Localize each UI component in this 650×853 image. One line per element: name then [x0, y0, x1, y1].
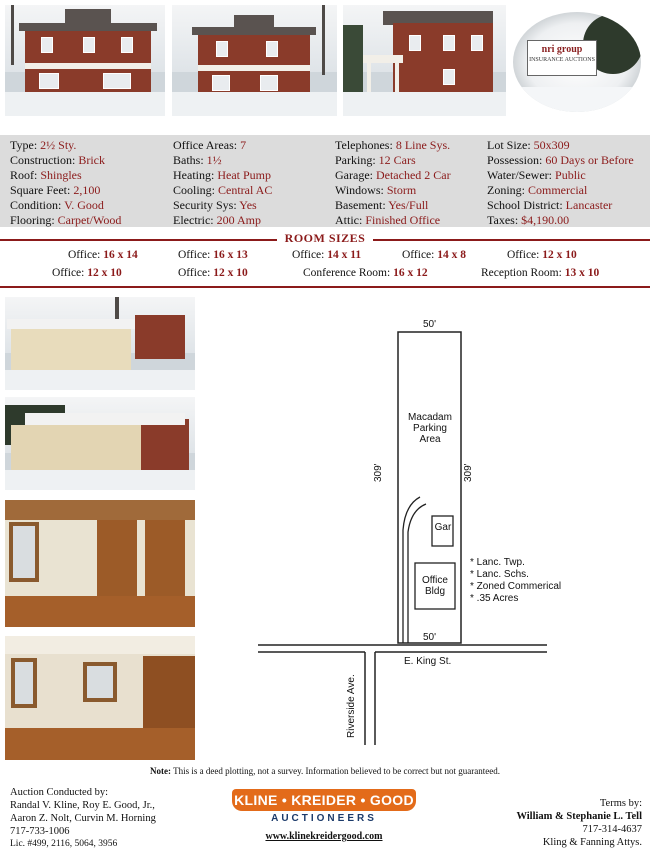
room-size-entry: Office: 12 x 10 [507, 249, 577, 261]
spec-telephones: Telephones: 8 Line Sys. [335, 138, 451, 152]
spec-windows: Windows: Storm [335, 183, 417, 197]
spec-heating: Heating: Heat Pump [173, 168, 271, 182]
spec-possession: Possession: 60 Days or Before [487, 153, 634, 167]
spec-flooring: Flooring: Carpet/Wood [10, 213, 122, 227]
auctioneer-brand-logo: KLINE • KREIDER • GOOD [232, 789, 416, 811]
spec-type: Type: 2½ Sty. [10, 138, 77, 152]
spec-lot-size: Lot Size: 50x309 [487, 138, 570, 152]
spec-security: Security Sys: Yes [173, 198, 257, 212]
plot-bottom-width: 50' [423, 632, 437, 643]
street-main-label: E. King St. [404, 656, 452, 667]
terms-info: Terms by: William & Stephanie L. Tell 717-314-4637 Kling & Fanning Attys. [516, 798, 642, 848]
plot-left-depth: 309' [373, 463, 384, 482]
disclaimer-note: Note: This is a deed plotting, not a survey. Information believed to be correct but not guaranteed. [150, 766, 500, 776]
spec-condition: Condition: V. Good [10, 198, 104, 212]
parking-area-label: Macadam Parking Area [408, 412, 452, 445]
spec-baths: Baths: 1½ [173, 153, 222, 167]
room-size-entry: Office: 14 x 11 [292, 249, 362, 261]
room-size-entry: Office: 16 x 13 [178, 249, 248, 261]
room-sizes-title: ROOM SIZES [0, 231, 650, 246]
room-size-entry: Office: 12 x 10 [52, 267, 122, 279]
room-size-entry: Office: 16 x 14 [68, 249, 138, 261]
logo-tagline: INSURANCE AUCTIONS [529, 57, 595, 63]
spec-zoning: Zoning: Commercial [487, 183, 588, 197]
room-size-entry: Reception Room: 13 x 10 [481, 267, 600, 279]
auctioneer-info: Auction Conducted by: Randal V. Kline, Roy E. Good, Jr., Aaron Z. Nolt, Curvin M. Horning 717-733-1006 Lic. #499, 2116, 5064, 3956 [10, 787, 156, 849]
room-size-entry: Conference Room: 16 x 12 [303, 267, 428, 279]
spec-cooling: Cooling: Central AC [173, 183, 273, 197]
spec-construction: Construction: Brick [10, 153, 106, 167]
spec-water-sewer: Water/Sewer: Public [487, 168, 586, 182]
spec-roof: Roof: Shingles [10, 168, 82, 182]
plot-top-width: 50' [423, 319, 437, 330]
spec-taxes: Taxes: $4,190.00 [487, 213, 570, 227]
room-size-entry: Office: 12 x 10 [178, 267, 248, 279]
plot-bullets: * Lanc. Twp. * Lanc. Schs. * Zoned Commerical * .35 Acres [470, 557, 562, 604]
spec-school-district: School District: Lancaster [487, 198, 613, 212]
street-side-label: Riverside Ave. [346, 674, 357, 738]
logo-name: nri group [541, 44, 583, 55]
spec-parking: Parking: 12 Cars [335, 153, 416, 167]
spec-office-areas: Office Areas: 7 [173, 138, 247, 152]
auctioneer-brand-sub: AUCTIONEERS [271, 813, 377, 824]
driveway-line [408, 504, 426, 643]
spec-basement: Basement: Yes/Full [335, 198, 429, 212]
garage-label: Gar [434, 522, 452, 533]
auctioneer-website-link[interactable]: www.klinekreidergood.com [265, 831, 383, 842]
spec-attic: Attic: Finished Office [335, 213, 441, 227]
office-bldg-label: Office Bldg [422, 575, 448, 597]
spec-electric: Electric: 200 Amp [173, 213, 261, 227]
room-size-entry: Office: 14 x 8 [402, 249, 466, 261]
plot-right-depth: 309' [463, 463, 474, 482]
spec-square-feet: Square Feet: 2,100 [10, 183, 101, 197]
spec-garage: Garage: Detached 2 Car [335, 168, 451, 182]
